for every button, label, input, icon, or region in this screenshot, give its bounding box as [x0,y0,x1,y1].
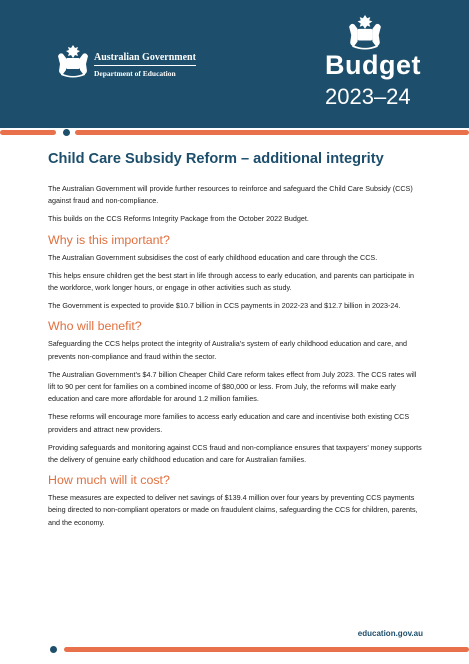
section-heading-why: Why is this important? [48,232,170,247]
section-paragraph: Providing safeguards and monitoring against CCS fraud and non-compliance ensures that taxpayers’ money supports the delivery of genuine early childhood education and care for Australian families. [48,442,422,465]
budget-title: Budget [325,50,421,80]
department-name: Department of Education [94,65,196,79]
coat-of-arms-icon [343,14,387,50]
section-paragraph: This helps ensure children get the best start in life through access to early education, and parents can participate in the workforce, work longer hours, or engage in other activities such as study. [48,270,414,293]
intro-paragraph: The Australian Government will provide further resources to reinforce and safeguard the Child Care Subsidy (CCS) against fraud and non-compliance. [48,184,413,206]
coat-of-arms-icon [55,44,91,78]
top-divider-dot [63,129,70,136]
bottom-divider-right [64,647,469,652]
section-paragraph: The Australian Government’s $4.7 billion Cheaper Child Care reform takes effect from July 2023. The CCS rates will lift to 90 per cent for families on a combined income of $80,000 or less. From July, the reforms will make early education and care more affordable for around 1.2 million families. [48,369,417,404]
section-paragraph: Safeguarding the CCS helps protect the integrity of Australia’s system of early childhood education and care, and prevents non-compliance and fraud within the sector. [48,339,408,361]
section-heading-who: Who will benefit? [48,319,142,334]
top-divider-left [0,130,56,135]
section-paragraph: The Government is expected to provide $10.7 billion in CCS payments in 2022-23 and $12.7 billion in 2023-24. [48,301,401,311]
bottom-divider-dot [50,646,57,653]
section-paragraph: These reforms will encourage more families to access early education and care and incentivise both existing CCS providers and attract new providers. [48,412,410,434]
page-header [0,0,469,128]
top-divider-right [75,130,469,135]
document-body [48,151,423,535]
footer-url[interactable]: education.gov.au [357,629,423,638]
section-paragraph: These measures are expected to deliver net savings of $139.4 million over four years by preventing CCS payments being directed to non-compliant operators or made on fraudulent claims, safeguarding the CCS for children, parents, and the economy. [48,493,418,527]
section-heading-cost: How much will it cost? [48,473,170,488]
section-paragraph: The Australian Government subsidises the cost of early childhood education and care through the CCS. [48,252,378,262]
budget-year: 2023–24 [325,84,411,109]
intro-paragraph: This builds on the CCS Reforms Integrity Package from the October 2022 Budget. [48,214,309,224]
government-name: Australian Government [94,52,196,63]
page-title: Child Care Subsidy Reform – additional integrity [48,151,384,167]
